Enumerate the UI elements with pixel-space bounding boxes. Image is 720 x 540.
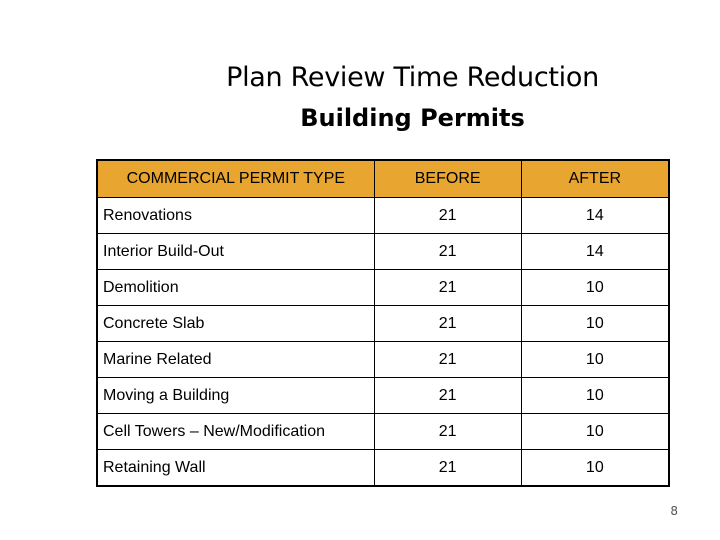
after-cell: 10 xyxy=(521,378,668,414)
table-row xyxy=(98,198,668,234)
table-row xyxy=(98,306,668,342)
header-before: BEFORE xyxy=(374,161,521,198)
after-cell: 14 xyxy=(521,198,668,234)
after-cell: 10 xyxy=(521,306,668,342)
table-row xyxy=(98,342,668,378)
permit-type-cell: Renovations xyxy=(98,198,374,234)
table-row xyxy=(98,270,668,306)
permit-type-cell: Concrete Slab xyxy=(98,306,374,342)
permit-type-cell: Retaining Wall xyxy=(98,450,374,486)
after-cell: 10 xyxy=(521,414,668,450)
permit-type-cell: Moving a Building xyxy=(98,378,374,414)
after-cell: 10 xyxy=(521,450,668,486)
before-cell: 21 xyxy=(374,342,521,378)
page-number: 8 xyxy=(670,504,678,518)
permit-type-cell: Cell Towers – New/Modification xyxy=(98,414,374,450)
before-cell: 21 xyxy=(374,198,521,234)
table-header-row xyxy=(98,161,668,198)
before-cell: 21 xyxy=(374,414,521,450)
header-after: AFTER xyxy=(521,161,668,198)
table-row xyxy=(98,414,668,450)
before-cell: 21 xyxy=(374,450,521,486)
permit-type-cell: Demolition xyxy=(98,270,374,306)
before-cell: 21 xyxy=(374,270,521,306)
before-cell: 21 xyxy=(374,378,521,414)
permit-type-cell: Interior Build-Out xyxy=(98,234,374,270)
slide-title: Plan Review Time Reduction xyxy=(226,62,599,93)
after-cell: 10 xyxy=(521,270,668,306)
after-cell: 10 xyxy=(521,342,668,378)
slide-subtitle: Building Permits xyxy=(300,104,525,132)
permit-time-table xyxy=(96,159,670,487)
before-cell: 21 xyxy=(374,306,521,342)
before-cell: 21 xyxy=(374,234,521,270)
table-row xyxy=(98,378,668,414)
table-row xyxy=(98,450,668,486)
permit-type-cell: Marine Related xyxy=(98,342,374,378)
header-permit-type: COMMERCIAL PERMIT TYPE xyxy=(98,161,374,198)
after-cell: 14 xyxy=(521,234,668,270)
table-row xyxy=(98,234,668,270)
